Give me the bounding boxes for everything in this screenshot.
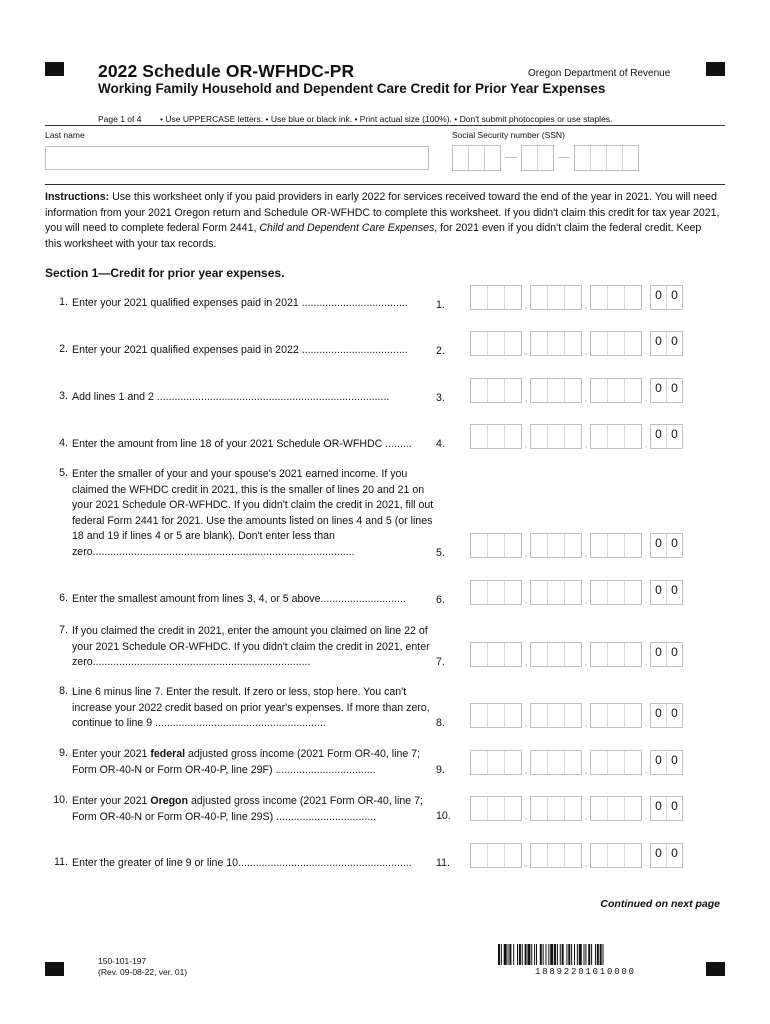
amount-cents <box>650 378 683 403</box>
registration-mark-top-left <box>45 62 64 76</box>
registration-mark-bottom-right <box>706 962 725 976</box>
barcode-bar <box>600 944 602 965</box>
barcode-bar <box>513 944 514 965</box>
amount-cents <box>650 533 683 558</box>
cents-digit: 0 <box>671 799 678 813</box>
cents-digit: 0 <box>651 534 667 557</box>
barcode-bar <box>501 944 502 965</box>
line-2-text: Enter your 2021 qualified expenses paid in 2022 .................................... <box>72 344 408 356</box>
line-1-amount-field[interactable] <box>470 286 683 310</box>
decimal-separator: . <box>644 300 648 310</box>
ssn-field[interactable] <box>452 144 639 171</box>
amount-digit-group[interactable] <box>470 796 522 821</box>
amount-digit-group[interactable] <box>590 580 642 605</box>
line-6-amount-field[interactable] <box>470 581 683 605</box>
last-name-field[interactable] <box>45 146 429 170</box>
cents-digit: 0 <box>671 706 678 720</box>
line-7-reference: 7. <box>436 656 445 668</box>
cents-digit: 0 <box>651 581 667 604</box>
line-10-number: 10. <box>53 794 68 806</box>
amount-digit-group[interactable] <box>530 378 582 403</box>
line-4-text: Enter the amount from line 18 of your 2021 Schedule OR-WFHDC ......... <box>72 438 412 450</box>
line-10-text-bold: Oregon <box>150 795 188 807</box>
amount-cents <box>650 580 683 605</box>
barcode-bar <box>577 944 578 965</box>
barcode-bar <box>546 944 547 965</box>
cents-digit: 0 <box>671 846 678 860</box>
decimal-separator: . <box>644 765 648 775</box>
barcode-bar <box>579 944 582 965</box>
amount-digit-group[interactable] <box>590 642 642 667</box>
line-10-text-rest: adjusted gross income (2021 Form OR-40, line 7; Form OR-40-N or Form OR-40-P, line 29S) .................................. <box>72 795 423 823</box>
line-4-number: 4. <box>59 437 68 449</box>
amount-digit-group[interactable] <box>470 424 522 449</box>
line-9-text-pre: Enter your 2021 <box>72 748 151 760</box>
line-3-number: 3. <box>59 390 68 402</box>
line-5-amount-field[interactable] <box>470 534 683 558</box>
line-10-amount-field[interactable] <box>470 797 683 821</box>
line-8-number: 8. <box>59 685 68 697</box>
line-8-text: Line 6 minus line 7. Enter the result. If zero or less, stop here. You can't increase your 2022 credit based on prior year's expenses. If more than zero, continue to line 9 .......................................................... <box>72 686 430 730</box>
decimal-separator: . <box>644 346 648 356</box>
cents-digit: 0 <box>651 332 667 355</box>
thousands-separator: , <box>524 765 528 775</box>
cents-digit: 0 <box>671 334 678 348</box>
ssn-area-group[interactable] <box>452 145 501 171</box>
barcode-bar <box>540 944 542 965</box>
line-9-text-rest: adjusted gross income (2021 Form OR-40, line 7; Form OR-40-N or Form OR-40-P, line 29F) .................................. <box>72 748 421 776</box>
barcode-bar <box>585 944 586 965</box>
cents-digit: 0 <box>651 286 667 309</box>
barcode-bar <box>525 944 527 965</box>
line-10-reference: 10. <box>436 810 451 822</box>
cents-digit: 0 <box>671 583 678 597</box>
line-3-amount-field[interactable] <box>470 379 683 403</box>
form-guidelines: • Use UPPERCASE letters. • Use blue or black ink. • Print actual size (100%). • Don't submit photocopies or use staples. <box>160 114 613 124</box>
decimal-separator: . <box>644 548 648 558</box>
barcode-bar <box>536 944 537 965</box>
cents-digit: 0 <box>671 536 678 550</box>
amount-cents <box>650 424 683 449</box>
amount-digit-group[interactable] <box>590 285 642 310</box>
thousands-separator: , <box>584 548 588 558</box>
barcode-bar <box>568 944 570 965</box>
barcode-bar <box>574 944 575 965</box>
amount-cents <box>650 642 683 667</box>
agency-name: Oregon Department of Revenue <box>528 68 671 79</box>
line-4-amount-field[interactable] <box>470 425 683 449</box>
line-5-text: Enter the smaller of your and your spouse's 2021 earned income. If you claimed the WFHDC credit in 2021, this is the smaller of lines 20 and 21 on your 2021 Schedule OR-WFHDC. If you didn't claim the credit in 2021, fill out federal Form 2441 for 2021. Use the amounts listed on lines 4 and 5 (or lines 18 and 19 if lines 4 or 5 are blank). Don't enter less than zero......................................................................................... <box>72 468 434 558</box>
amount-digit-group[interactable] <box>470 378 522 403</box>
line-6-text: Enter the smallest amount from lines 3, 4, or 5 above............................. <box>72 593 406 605</box>
barcode-bar <box>548 944 549 965</box>
form-subtitle: Working Family Household and Dependent Care Credit for Prior Year Expenses <box>98 81 606 96</box>
amount-cents <box>650 285 683 310</box>
line-10-text <box>72 794 442 825</box>
line-9-reference: 9. <box>436 764 445 776</box>
cents-digit: 0 <box>651 379 667 402</box>
thousands-separator: , <box>524 858 528 868</box>
amount-digit-group[interactable] <box>470 580 522 605</box>
amount-digit-group[interactable] <box>530 642 582 667</box>
amount-cents <box>650 331 683 356</box>
amount-digit-group[interactable] <box>470 843 522 868</box>
form-revision: (Rev. 09-08-22, ver. 01) <box>98 967 188 977</box>
cents-digit: 0 <box>671 381 678 395</box>
barcode-bar <box>566 944 567 965</box>
barcode-number: 18892201010000 <box>535 967 636 977</box>
amount-digit-group[interactable] <box>590 331 642 356</box>
line-2-number: 2. <box>59 343 68 355</box>
amount-digit-group[interactable] <box>530 424 582 449</box>
decimal-separator: . <box>644 595 648 605</box>
thousands-separator: , <box>584 657 588 667</box>
barcode-bar <box>560 944 561 965</box>
continued-note: Continued on next page <box>600 898 720 910</box>
line-5-number: 5. <box>59 467 68 479</box>
section-1-heading: Section 1—Credit for prior year expenses. <box>45 266 285 280</box>
barcode-bar <box>531 944 532 965</box>
amount-cents <box>650 703 683 728</box>
line-2-reference: 2. <box>436 345 445 357</box>
thousands-separator: , <box>524 718 528 728</box>
form-number-block <box>98 956 187 978</box>
barcode-bar <box>588 944 590 965</box>
line-6-reference: 6. <box>436 594 445 606</box>
thousands-separator: , <box>524 300 528 310</box>
thousands-separator: , <box>584 393 588 403</box>
barcode-bar <box>508 944 509 965</box>
header-divider <box>45 125 725 126</box>
form-number: 150-101-197 <box>98 956 147 966</box>
amount-digit-group[interactable] <box>470 703 522 728</box>
instructions-text-1: Use this worksheet only if you paid providers in early 2022 for services received toward the end of the year in 2021. You will need information from your 2021 Oregon return and Schedule OR-WFHDC to complete this worksheet. If you didn't claim this credit for tax year 2021, you will need to complete federal Form 2441, <box>45 191 720 234</box>
line-1-number: 1. <box>59 296 68 308</box>
barcode-bar <box>543 944 544 965</box>
amount-digit-group[interactable] <box>530 533 582 558</box>
instructions-text-2: , for 2021 even if you didn't claim the federal credit. Keep this worksheet with your tax records. <box>45 222 702 250</box>
line-7-text: If you claimed the credit in 2021, enter the amount you claimed on line 22 of your 2021 Schedule OR-WFHDC. If you didn't claim the credit in 2021, enter zero.......................................................................... <box>72 625 430 669</box>
barcode-bar <box>603 944 604 965</box>
thousands-separator: , <box>584 765 588 775</box>
line-9-text-bold: federal <box>150 748 186 760</box>
thousands-separator: , <box>524 811 528 821</box>
cents-digit: 0 <box>671 427 678 441</box>
thousands-separator: , <box>584 858 588 868</box>
thousands-separator: , <box>524 393 528 403</box>
line-11-amount-field[interactable] <box>470 844 683 868</box>
line-11-text: Enter the greater of line 9 or line 10........................................................... <box>72 857 412 869</box>
decimal-separator: . <box>644 439 648 449</box>
barcode-bar <box>498 944 500 965</box>
line-4-reference: 4. <box>436 438 445 450</box>
line-10-text-pre: Enter your 2021 <box>72 795 151 807</box>
amount-digit-group[interactable] <box>530 703 582 728</box>
barcode-bar <box>504 944 507 965</box>
amount-digit-group[interactable] <box>590 796 642 821</box>
cents-digit: 0 <box>671 645 678 659</box>
ssn-serial-group[interactable] <box>574 145 639 171</box>
amount-digit-group[interactable] <box>590 378 642 403</box>
line-1-text: Enter your 2021 qualified expenses paid in 2021 .................................... <box>72 297 408 309</box>
barcode-bar <box>557 944 558 965</box>
barcode-bar <box>522 944 523 965</box>
line-3-reference: 3. <box>436 392 445 404</box>
instructions-divider <box>45 184 725 185</box>
line-1-reference: 1. <box>436 299 445 311</box>
registration-mark-bottom-left <box>45 962 64 976</box>
form-title: 2022 Schedule OR-WFHDC-PR <box>98 61 355 81</box>
thousands-separator: , <box>524 548 528 558</box>
amount-digit-group[interactable] <box>530 580 582 605</box>
thousands-separator: , <box>584 811 588 821</box>
amount-cents <box>650 750 683 775</box>
thousands-separator: , <box>584 718 588 728</box>
ssn-group-group[interactable] <box>521 145 554 171</box>
thousands-separator: , <box>584 439 588 449</box>
cents-digit: 0 <box>651 751 667 774</box>
decimal-separator: . <box>644 657 648 667</box>
amount-digit-group[interactable] <box>470 533 522 558</box>
amount-cents <box>650 843 683 868</box>
barcode <box>498 944 670 965</box>
amount-digit-group[interactable] <box>470 285 522 310</box>
barcode-bar <box>595 944 596 965</box>
amount-digit-group[interactable] <box>530 285 582 310</box>
amount-digit-group[interactable] <box>530 750 582 775</box>
thousands-separator: , <box>524 657 528 667</box>
cents-digit: 0 <box>671 753 678 767</box>
line-3-text: Add lines 1 and 2 ............................................................................... <box>72 391 390 403</box>
barcode-bar <box>550 944 553 965</box>
thousands-separator: , <box>524 595 528 605</box>
amount-digit-group[interactable] <box>470 750 522 775</box>
thousands-separator: , <box>584 346 588 356</box>
line-6-number: 6. <box>59 592 68 604</box>
amount-digit-group[interactable] <box>470 331 522 356</box>
page-info: Page 1 of 4 <box>98 114 142 124</box>
barcode-bar <box>562 944 564 965</box>
line-11-reference: 11. <box>436 857 450 869</box>
line-9-number: 9. <box>59 747 68 759</box>
amount-digit-group[interactable] <box>530 843 582 868</box>
registration-mark-top-right <box>706 62 725 76</box>
amount-digit-group[interactable] <box>530 331 582 356</box>
amount-digit-group[interactable] <box>590 703 642 728</box>
barcode-bar <box>509 944 511 965</box>
cents-digit: 0 <box>651 425 667 448</box>
cents-digit: 0 <box>651 704 667 727</box>
cents-digit: 0 <box>651 844 667 867</box>
barcode-bar <box>571 944 572 965</box>
decimal-separator: . <box>644 393 648 403</box>
barcode-bar <box>554 944 556 965</box>
ssn-dash <box>558 157 570 158</box>
amount-digit-group[interactable] <box>590 843 642 868</box>
line-8-amount-field[interactable] <box>470 704 683 728</box>
barcode-bar <box>591 944 592 965</box>
cents-digit: 0 <box>671 288 678 302</box>
thousands-separator: , <box>524 346 528 356</box>
barcode-bar <box>517 944 518 965</box>
barcode-bar <box>584 944 585 965</box>
barcode-bar <box>527 944 530 965</box>
ssn-label: Social Security number (SSN) <box>452 130 565 140</box>
amount-digit-group[interactable] <box>470 642 522 667</box>
last-name-label: Last name <box>45 130 85 140</box>
line-9-text <box>72 747 442 778</box>
cents-digit: 0 <box>651 797 667 820</box>
thousands-separator: , <box>524 439 528 449</box>
amount-digit-group[interactable] <box>590 533 642 558</box>
line-7-number: 7. <box>59 624 68 636</box>
instructions-form-title: Child and Dependent Care Expenses <box>259 222 435 234</box>
barcode-bar <box>519 944 521 965</box>
amount-digit-group[interactable] <box>590 424 642 449</box>
decimal-separator: . <box>644 811 648 821</box>
thousands-separator: , <box>584 595 588 605</box>
decimal-separator: . <box>644 858 648 868</box>
line-9-amount-field[interactable] <box>470 751 683 775</box>
instructions-heading: Instructions: <box>45 191 110 203</box>
instructions <box>45 190 720 252</box>
decimal-separator: . <box>644 718 648 728</box>
amount-cents <box>650 796 683 821</box>
line-2-amount-field[interactable] <box>470 332 683 356</box>
amount-digit-group[interactable] <box>530 796 582 821</box>
cents-digit: 0 <box>651 643 667 666</box>
barcode-bar <box>597 944 599 965</box>
line-8-reference: 8. <box>436 717 445 729</box>
line-7-amount-field[interactable] <box>470 643 683 667</box>
thousands-separator: , <box>584 300 588 310</box>
line-11-number: 11. <box>54 856 68 868</box>
ssn-dash <box>505 157 517 158</box>
barcode-bar <box>534 944 535 965</box>
amount-digit-group[interactable] <box>590 750 642 775</box>
line-5-reference: 5. <box>436 547 445 559</box>
